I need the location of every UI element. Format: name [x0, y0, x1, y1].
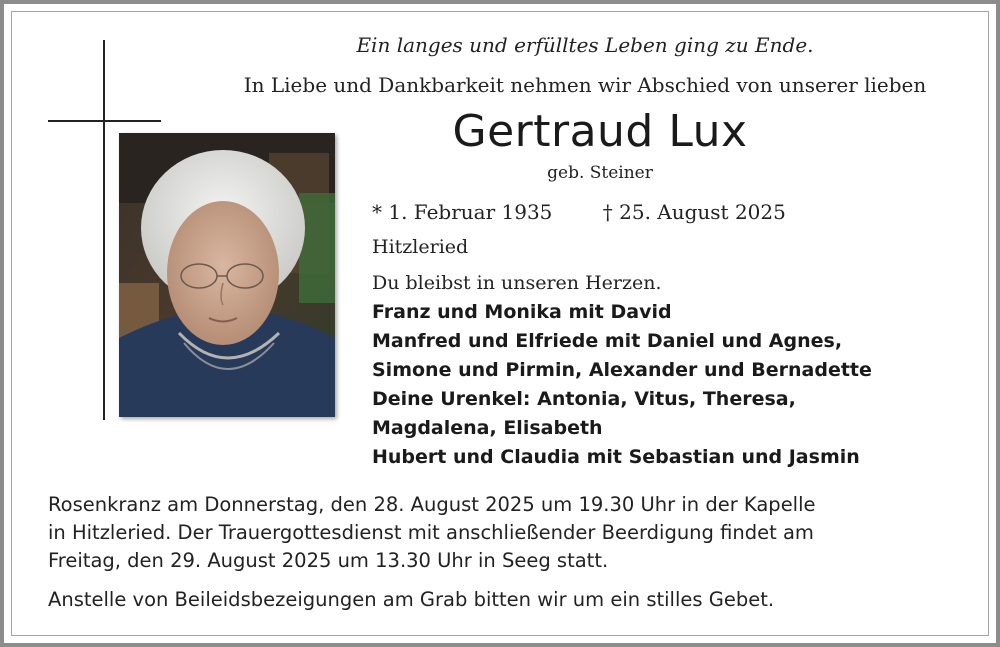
place-of-residence: Hitzleried	[372, 236, 469, 258]
service-details-line: in Hitzleried. Der Trauergottesdienst mit anschließender Beerdigung findet am	[48, 521, 814, 544]
life-dates	[372, 200, 786, 224]
portrait-photo	[119, 133, 335, 417]
cross-horizontal-bar	[48, 120, 161, 122]
mourner-line: Franz und Monika mit David	[372, 301, 672, 323]
cross-vertical-bar	[103, 40, 105, 420]
birth-date: * 1. Februar 1935	[372, 200, 553, 224]
mourners-list	[372, 298, 872, 472]
mourner-line: Simone und Pirmin, Alexander und Bernadette	[372, 359, 872, 381]
intro-line-1: Ein langes und erfülltes Leben ging zu Ende.	[356, 33, 814, 57]
closing-request: Anstelle von Beileidsbezeigungen am Grab bitten wir um ein stilles Gebet.	[48, 588, 775, 611]
mourner-line: Hubert und Claudia mit Sebastian und Jasmin	[372, 446, 860, 468]
deceased-name: Gertraud Lux	[452, 106, 748, 157]
maiden-name: geb. Steiner	[547, 163, 653, 183]
intro-line-2: In Liebe und Dankbarkeit nehmen wir Abschied von unserer lieben	[243, 73, 927, 97]
mourner-line: Deine Urenkel: Antonia, Vitus, Theresa,	[372, 388, 796, 410]
service-details-line: Freitag, den 29. August 2025 um 13.30 Uhr in Seeg statt.	[48, 549, 609, 572]
service-details	[48, 491, 958, 575]
service-details-line: Rosenkranz am Donnerstag, den 28. August 2025 um 19.30 Uhr in der Kapelle	[48, 493, 816, 516]
mourner-line: Manfred und Elfriede mit Daniel und Agnes,	[372, 330, 843, 352]
death-date: † 25. August 2025	[602, 200, 786, 224]
mourner-line: Magdalena, Elisabeth	[372, 417, 603, 439]
memorial-motto: Du bleibst in unseren Herzen.	[372, 272, 662, 294]
